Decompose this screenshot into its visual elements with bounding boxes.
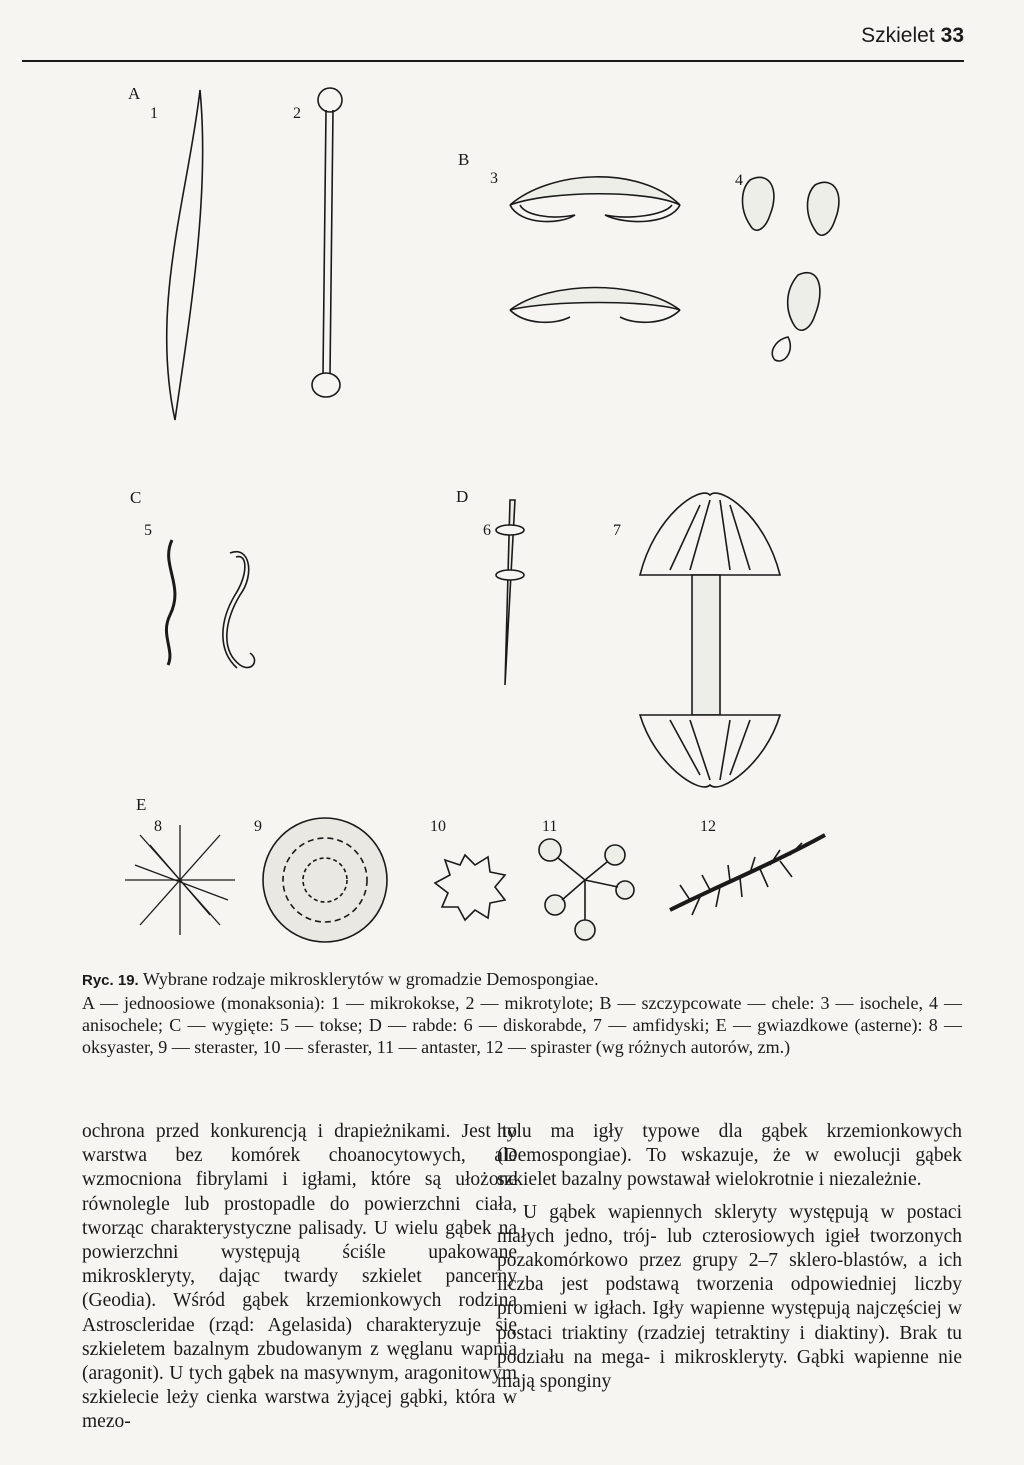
item-label-9: 9 [254, 818, 262, 835]
spicule-9-steraster [263, 818, 387, 942]
paragraph-right-1: hylu ma igły typowe dla gąbek krzemionkowych (Demospongiae). To wskazuje, że w ewolucji gąbek szkielet bazalny powstawał wielokrotnie i niezależnie. [497, 1121, 962, 1191]
caption-title: Wybrane rodzaje mikrosklerytów w gromadzie Demospongiae. [142, 969, 599, 989]
group-label-c: C [130, 488, 142, 507]
running-head [861, 24, 964, 48]
item-label-4: 4 [735, 172, 743, 189]
spicule-2-mikrotylote [312, 88, 342, 397]
item-label-8: 8 [154, 818, 162, 835]
section-title: Szkielet [861, 24, 935, 47]
text-column-right [497, 1120, 962, 1394]
spicule-3-isochele [510, 177, 680, 322]
caption-body: A — jednoosiowe (monaksonia): 1 — mikrokokse, 2 — mikrotylote; B — szczypcowate — chele: 3 — isochele, 4 — anisochele; C — wygięte: 5 — tokse; D — rabde: 6 — diskorabde, 7 — amfidyski; E — gwiazdkowe (asterne): 8 — oksyaster, 9 — steraster, 10 — sferaster, 11 — antaster, 12 — spiraster (wg różnych autorów, zm.) [82, 993, 962, 1057]
group-label-b: B [458, 150, 470, 169]
item-label-2: 2 [293, 105, 301, 122]
figure-microscleres [80, 75, 960, 975]
spicule-4-anisochele [743, 177, 839, 361]
item-label-7: 7 [613, 522, 621, 539]
item-label-6: 6 [483, 522, 491, 539]
group-label-d: D [456, 487, 469, 506]
paragraph-right-2: U gąbek wapiennych skleryty występują w postaci małych jedno, trój- lub czterosiowych igieł tworzonych pozakomórkowo przez grupy 2–7 sklero-blastów, a ich liczba jest podstawą tworzenia odpowiedniej liczby promieni w igłach. Igły wapienne występują najczęściej w postaci triaktiny (rzadziej tetraktiny i diaktiny). Brak tu podziału na mega- i mikroskleryty. Gąbki wapienne nie mają sponginy [497, 1201, 962, 1393]
page-number: 33 [940, 24, 964, 47]
figure-caption [82, 968, 962, 1058]
spicule-5-tokse [166, 540, 254, 668]
spicule-10-sferaster [435, 855, 505, 920]
spicule-7-amfidyski [640, 493, 780, 787]
spicule-6-diskorabde [496, 500, 524, 685]
item-label-10: 10 [430, 818, 446, 835]
page-header [22, 20, 964, 62]
item-label-5: 5 [144, 522, 152, 539]
caption-label: Ryc. 19. [82, 972, 139, 989]
group-label-e: E [136, 795, 147, 814]
spicule-11-antaster [539, 839, 634, 940]
group-label-a: A [128, 84, 141, 103]
figure-drawing [80, 75, 960, 975]
spicule-1-mikrokokse [167, 90, 203, 420]
item-label-1: 1 [150, 105, 158, 122]
spicule-8-oksyaster [125, 825, 235, 935]
item-label-3: 3 [490, 170, 498, 187]
text-column-left [82, 1120, 517, 1435]
item-label-11: 11 [542, 818, 558, 835]
paragraph-left: ochrona przed konkurencją i drapieżnikami. Jest to warstwa bez komórek choanocytowych, ale wzmocniona fibrylami i igłami, które są ułożone równolegle lub prostopadle do powierzchni ciała, tworząc charakterystyczne palisady. U wielu gąbek na powierzchni występują ściśle upakowane mikroskleryty, dając twardy szkielet pancerny (Geodia). Wśród gąbek krzemionkowych rodzina Astroscleridae (rząd: Agelasida) charakteryzuje się szkieletem bazalnym zbudowanym z węglanu wapnia (aragonit). U tych gąbek na masywnym, aragonitowym szkielecie leży cienka warstwa żyjącej gąbki, która w mezo- [82, 1121, 517, 1433]
spicule-12-spiraster [670, 835, 825, 915]
item-label-12: 12 [700, 818, 716, 835]
